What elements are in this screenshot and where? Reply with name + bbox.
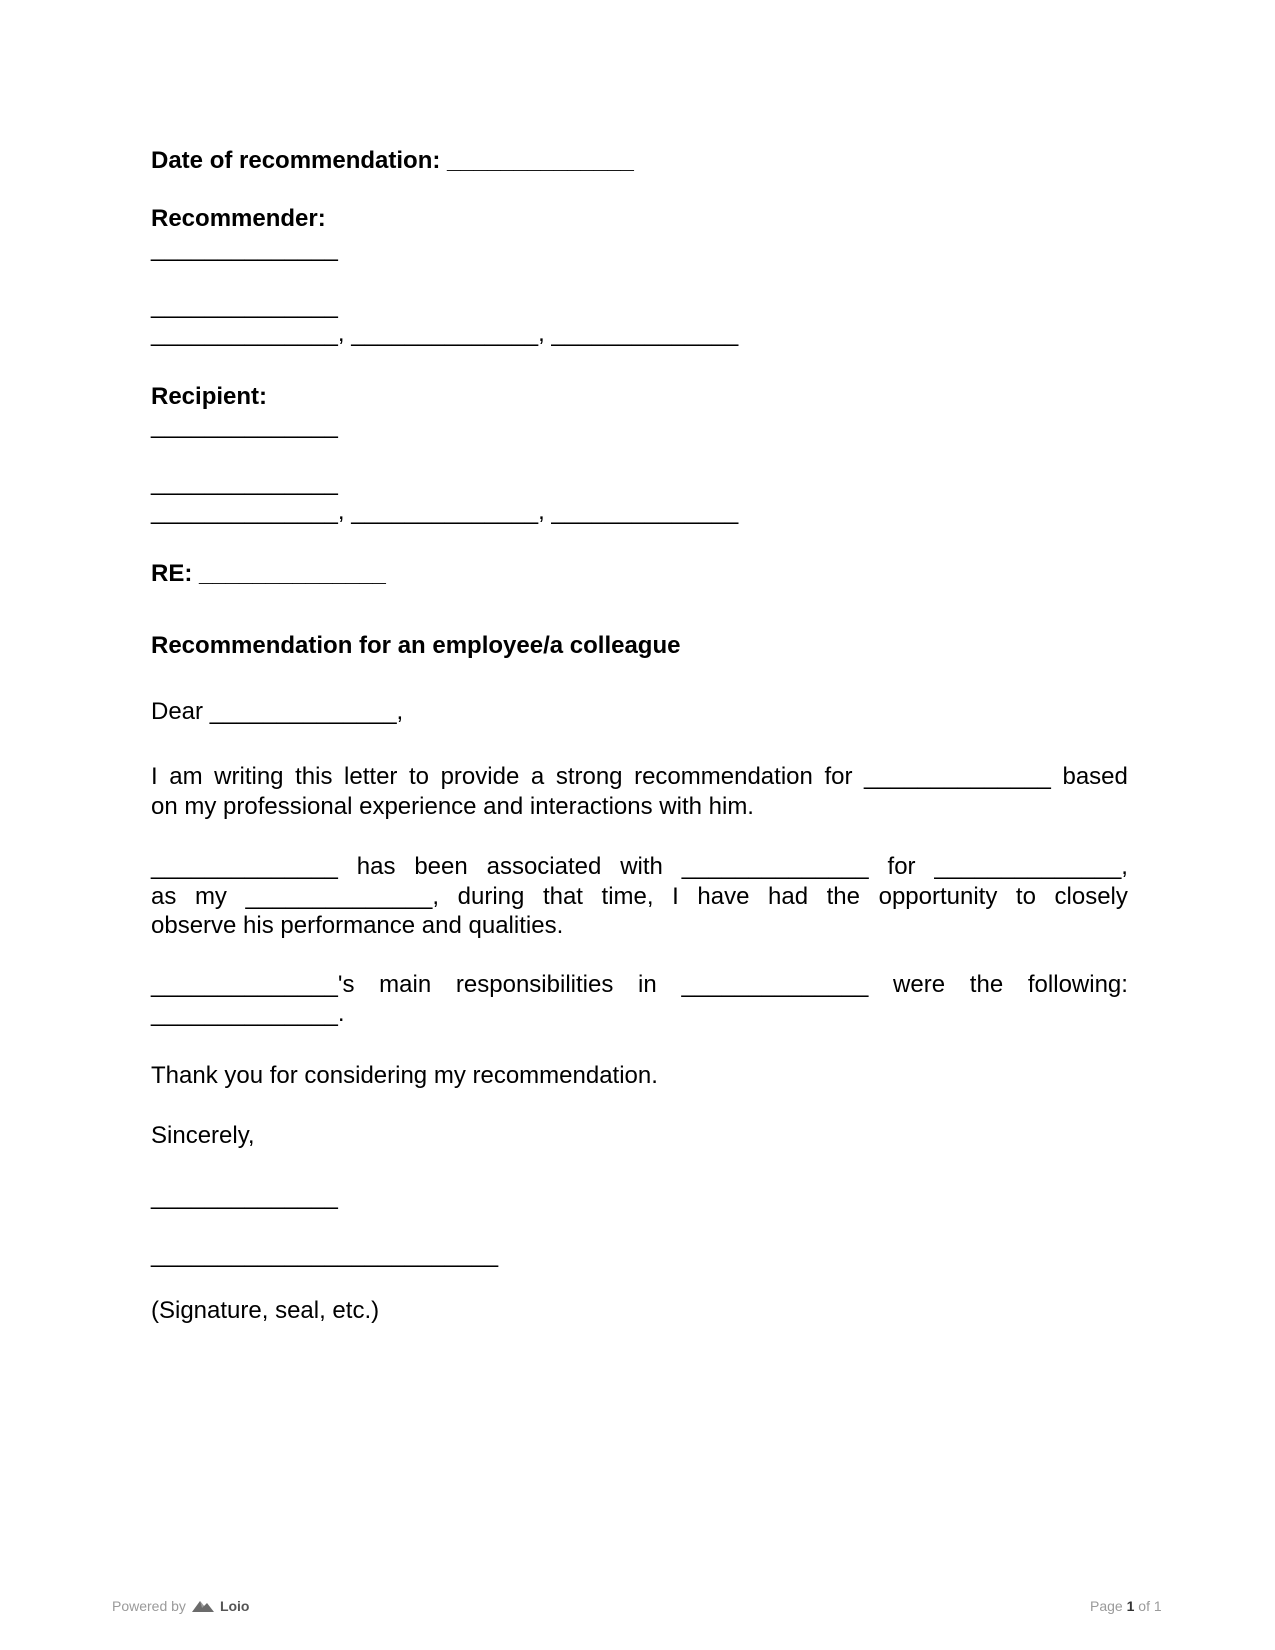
- paragraph-3-line-1: [151, 970, 1128, 1000]
- word: closely: [1054, 883, 1128, 910]
- word: my: [194, 883, 227, 910]
- word: associated: [486, 853, 602, 880]
- recipient-name-blank: ______________: [151, 412, 338, 439]
- paragraph-2-line-1: [151, 852, 1128, 882]
- salutation: Dear ______________,: [151, 698, 404, 725]
- word: that: [542, 883, 583, 910]
- word: based: [1062, 763, 1128, 790]
- word: ______________: [864, 763, 1051, 790]
- word: during: [457, 883, 525, 910]
- word: I: [672, 883, 679, 910]
- word: opportunity: [878, 883, 998, 910]
- paragraph-2-line-3: observe his performance and qualities.: [151, 912, 564, 939]
- recommender-address-blank: ______________: [151, 292, 338, 319]
- recommender-name-blank: ______________: [151, 235, 338, 262]
- powered-by-label: Powered by: [112, 1598, 186, 1614]
- word: ______________'s: [151, 971, 355, 998]
- word: in: [638, 971, 657, 998]
- signature-line: __________________________: [151, 1241, 499, 1268]
- word: strong: [555, 763, 623, 790]
- word: letter: [344, 763, 398, 790]
- word: for: [887, 853, 916, 880]
- paragraph-1-line-1: [151, 762, 1128, 792]
- page-prefix: Page: [1090, 1598, 1123, 1614]
- paragraph-3-line-2: ______________.: [151, 1000, 345, 1027]
- signer-name-blank: ______________: [151, 1183, 338, 1210]
- word: a: [530, 763, 545, 790]
- word: has: [356, 853, 396, 880]
- page-of: of 1: [1138, 1598, 1162, 1614]
- word: this: [295, 763, 333, 790]
- word: recommendation: [634, 763, 813, 790]
- word: time,: [601, 883, 654, 910]
- powered-by-footer: [112, 1597, 249, 1615]
- page-current: 1: [1126, 1598, 1135, 1614]
- recipient-address-blank: ______________: [151, 469, 338, 496]
- word: I: [151, 763, 158, 790]
- recipient-heading: Recipient:: [151, 383, 268, 410]
- word: the: [826, 883, 861, 910]
- loio-brand: Loio: [219, 1598, 250, 1614]
- loio-logo-icon: [192, 1599, 214, 1613]
- word: responsibilities: [455, 971, 614, 998]
- word: ______________: [151, 853, 338, 880]
- word: following:: [1027, 971, 1128, 998]
- word: main: [379, 971, 432, 998]
- word: to: [408, 763, 429, 790]
- word: the: [969, 971, 1004, 998]
- closing-paragraph: Thank you for considering my recommendation.: [151, 1062, 658, 1089]
- paragraph-1-line-2: on my professional experience and interactions with him.: [151, 793, 754, 820]
- recommender-city-line: ______________, ______________, ______________: [151, 320, 739, 347]
- re-line: RE: ______________: [151, 560, 386, 587]
- signature-note: (Signature, seal, etc.): [151, 1297, 380, 1324]
- sign-off: Sincerely,: [151, 1122, 255, 1149]
- date-of-recommendation: Date of recommendation: ______________: [151, 147, 634, 174]
- word: ______________,: [934, 853, 1128, 880]
- word: had: [768, 883, 809, 910]
- word: to: [1015, 883, 1036, 910]
- word: ______________: [681, 853, 869, 880]
- word: as: [151, 883, 177, 910]
- recipient-city-line: ______________, ______________, ______________: [151, 498, 739, 525]
- word: have: [697, 883, 750, 910]
- paragraph-2-line-2: [151, 882, 1128, 912]
- word: am: [169, 763, 203, 790]
- recommender-heading: Recommender:: [151, 205, 326, 232]
- word: for: [824, 763, 853, 790]
- word: with: [620, 853, 663, 880]
- word: writing: [214, 763, 284, 790]
- word: been: [414, 853, 468, 880]
- word: provide: [440, 763, 520, 790]
- letter-subject: Recommendation for an employee/a colleague: [151, 632, 681, 659]
- word: ______________: [681, 971, 869, 998]
- page-number: [1090, 1597, 1162, 1615]
- word: were: [893, 971, 946, 998]
- word: ______________,: [245, 883, 440, 910]
